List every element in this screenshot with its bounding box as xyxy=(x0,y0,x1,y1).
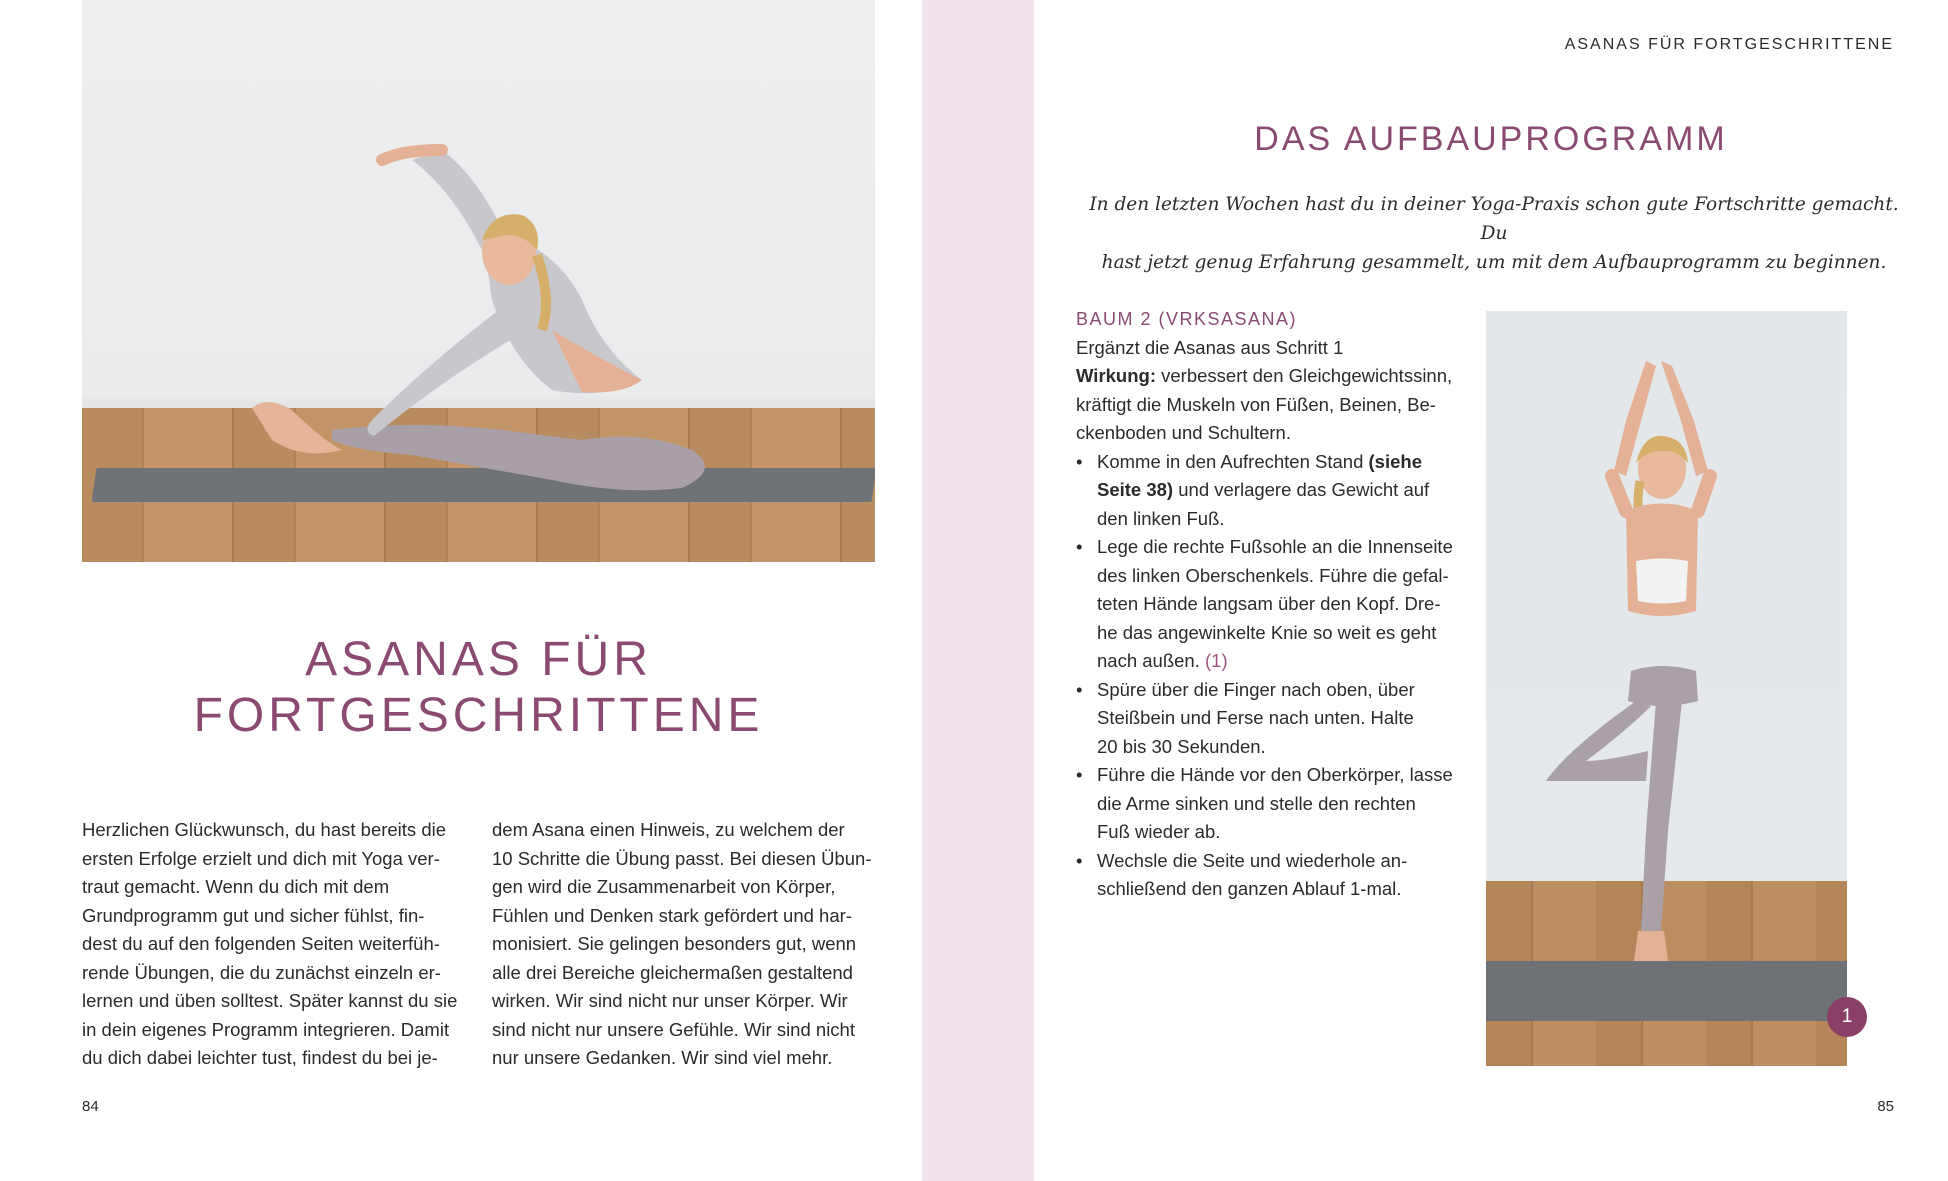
text-line: lernen und üben solltest. Später kannst du sie xyxy=(82,990,458,1011)
image-marker: (1) xyxy=(1205,650,1228,671)
text-line: 10 Schritte die Übung passt. Bei diesen Übun- xyxy=(492,847,872,869)
instruction-step-3 xyxy=(1076,676,1466,762)
instruction-list xyxy=(1076,448,1466,904)
effect-line: ckenboden und Schultern. xyxy=(1076,422,1291,443)
text-line: traut gemacht. Wenn du dich mit dem xyxy=(82,876,390,897)
page-number-right: 85 xyxy=(1877,1098,1894,1115)
tree-pose-figure xyxy=(1486,311,1847,1066)
text-line: monisiert. Sie gelingen besonders gut, wenn xyxy=(492,933,857,954)
step-text: • Führe die Hände vor den Oberkörper, lasse xyxy=(1097,764,1453,785)
step-text: Komme in den Aufrechten Stand xyxy=(1097,450,1369,472)
instruction-step-2 xyxy=(1076,533,1466,676)
running-head: ASANAS FÜR FORTGESCHRITTENE xyxy=(1564,36,1894,53)
step-text: • Wechsle die Seite und wiederhole an- xyxy=(1097,849,1408,871)
text-line: wirken. Wir sind nicht nur unser Körper. Wir xyxy=(492,990,848,1011)
instruction-step-4 xyxy=(1076,761,1466,847)
step-text: 20 bis 30 Sekunden. xyxy=(1097,735,1266,757)
seated-side-bend-photo xyxy=(82,0,875,562)
instruction-step-1 xyxy=(1076,448,1466,534)
text-line: in dein eigenes Programm integrieren. Damit xyxy=(82,1018,450,1040)
effect-line: kräftigt die Muskeln von Füßen, Beinen, Be- xyxy=(1076,393,1436,415)
instruction-step-5 xyxy=(1076,847,1466,904)
text-line: ersten Erfolge erzielt und dich mit Yoga ver- xyxy=(82,847,440,869)
exercise-title: BAUM 2 (VRKSASANA) xyxy=(1076,309,1298,329)
step-text: • Lege die rechte Fußsohle an die Innenseite xyxy=(1097,536,1453,557)
right-page xyxy=(1034,0,1948,1181)
section-headline xyxy=(82,632,875,744)
text-line: Fühlen und Denken stark gefördert und har- xyxy=(492,904,852,926)
step-text: schließend den ganzen Ablauf 1-mal. xyxy=(1097,878,1402,899)
headline-line-1: ASANAS FÜR xyxy=(305,633,652,686)
step-text: und verlagere das Gewicht auf xyxy=(1173,479,1430,500)
text-line: dem Asana einen Hinweis, zu welchem der xyxy=(492,819,845,840)
text-line: nur unsere Gedanken. Wir sind viel mehr. xyxy=(492,1047,833,1068)
text-line: Herzlichen Glückwunsch, du hast bereits die xyxy=(82,819,447,840)
step-text: den linken Fuß. xyxy=(1097,507,1225,529)
page-reference: Seite 38) xyxy=(1097,479,1174,500)
intro-text xyxy=(1084,190,1904,277)
step-text: Fuß wieder ab. xyxy=(1097,821,1221,842)
step-text: nach außen. xyxy=(1097,650,1205,671)
intro-line-2: hast jetzt genug Erfahrung gesammelt, um mit dem Aufbauprogramm zu beginnen. xyxy=(1101,252,1887,273)
body-column-1 xyxy=(82,816,472,1073)
text-line: sind nicht nur unsere Gefühle. Wir sind nicht xyxy=(492,1018,855,1040)
step-text: teten Hände langsam über den Kopf. Dre- xyxy=(1097,593,1441,614)
text-line: rende Übungen, die du zunächst einzeln er- xyxy=(82,961,441,983)
step-text: • Spüre über die Finger nach oben, über xyxy=(1097,678,1415,700)
program-headline: DAS AUFBAUPROGRAMM xyxy=(1254,120,1728,158)
left-page xyxy=(0,0,922,1181)
text-line: gen wird die Zusammenarbeit von Körper, xyxy=(492,876,836,897)
page-gutter xyxy=(922,0,1034,1181)
page-reference: (siehe xyxy=(1368,450,1422,472)
effect-text: verbessert den Gleichgewichtssinn, xyxy=(1156,365,1453,386)
intro-line-1: In den letzten Wochen hast du in deiner Yoga-Praxis schon gute Fortschritte gemacht. Du xyxy=(1089,194,1899,244)
exercise-subtitle: Ergänzt die Asanas aus Schritt 1 xyxy=(1076,336,1344,358)
text-line: alle drei Bereiche gleichermaßen gestaltend xyxy=(492,961,853,983)
step-number-badge: 1 xyxy=(1827,997,1867,1037)
step-text: he das angewinkelte Knie so weit es geht xyxy=(1097,621,1437,643)
step-text: des linken Oberschenkels. Führe die gefal- xyxy=(1097,564,1449,586)
body-column-2 xyxy=(492,816,882,1073)
page-number-left: 84 xyxy=(82,1098,99,1115)
text-line: du dich dabei leichter tust, findest du bei je- xyxy=(82,1047,438,1068)
effect-label: Wirkung: xyxy=(1076,365,1156,386)
exercise-effect xyxy=(1076,362,1466,391)
text-line: Grundprogramm gut und sicher fühlst, fin- xyxy=(82,904,425,926)
text-line: dest du auf den folgenden Seiten weiterfüh- xyxy=(82,933,440,954)
exercise-block xyxy=(1076,305,1466,904)
tree-pose-photo xyxy=(1486,311,1847,1066)
step-text: die Arme sinken und stelle den rechten xyxy=(1097,792,1416,814)
headline-line-2: FORTGESCHRITTENE xyxy=(193,689,764,742)
step-text: Steißbein und Ferse nach unten. Halte xyxy=(1097,707,1414,728)
yoga-woman-figure xyxy=(82,0,875,562)
